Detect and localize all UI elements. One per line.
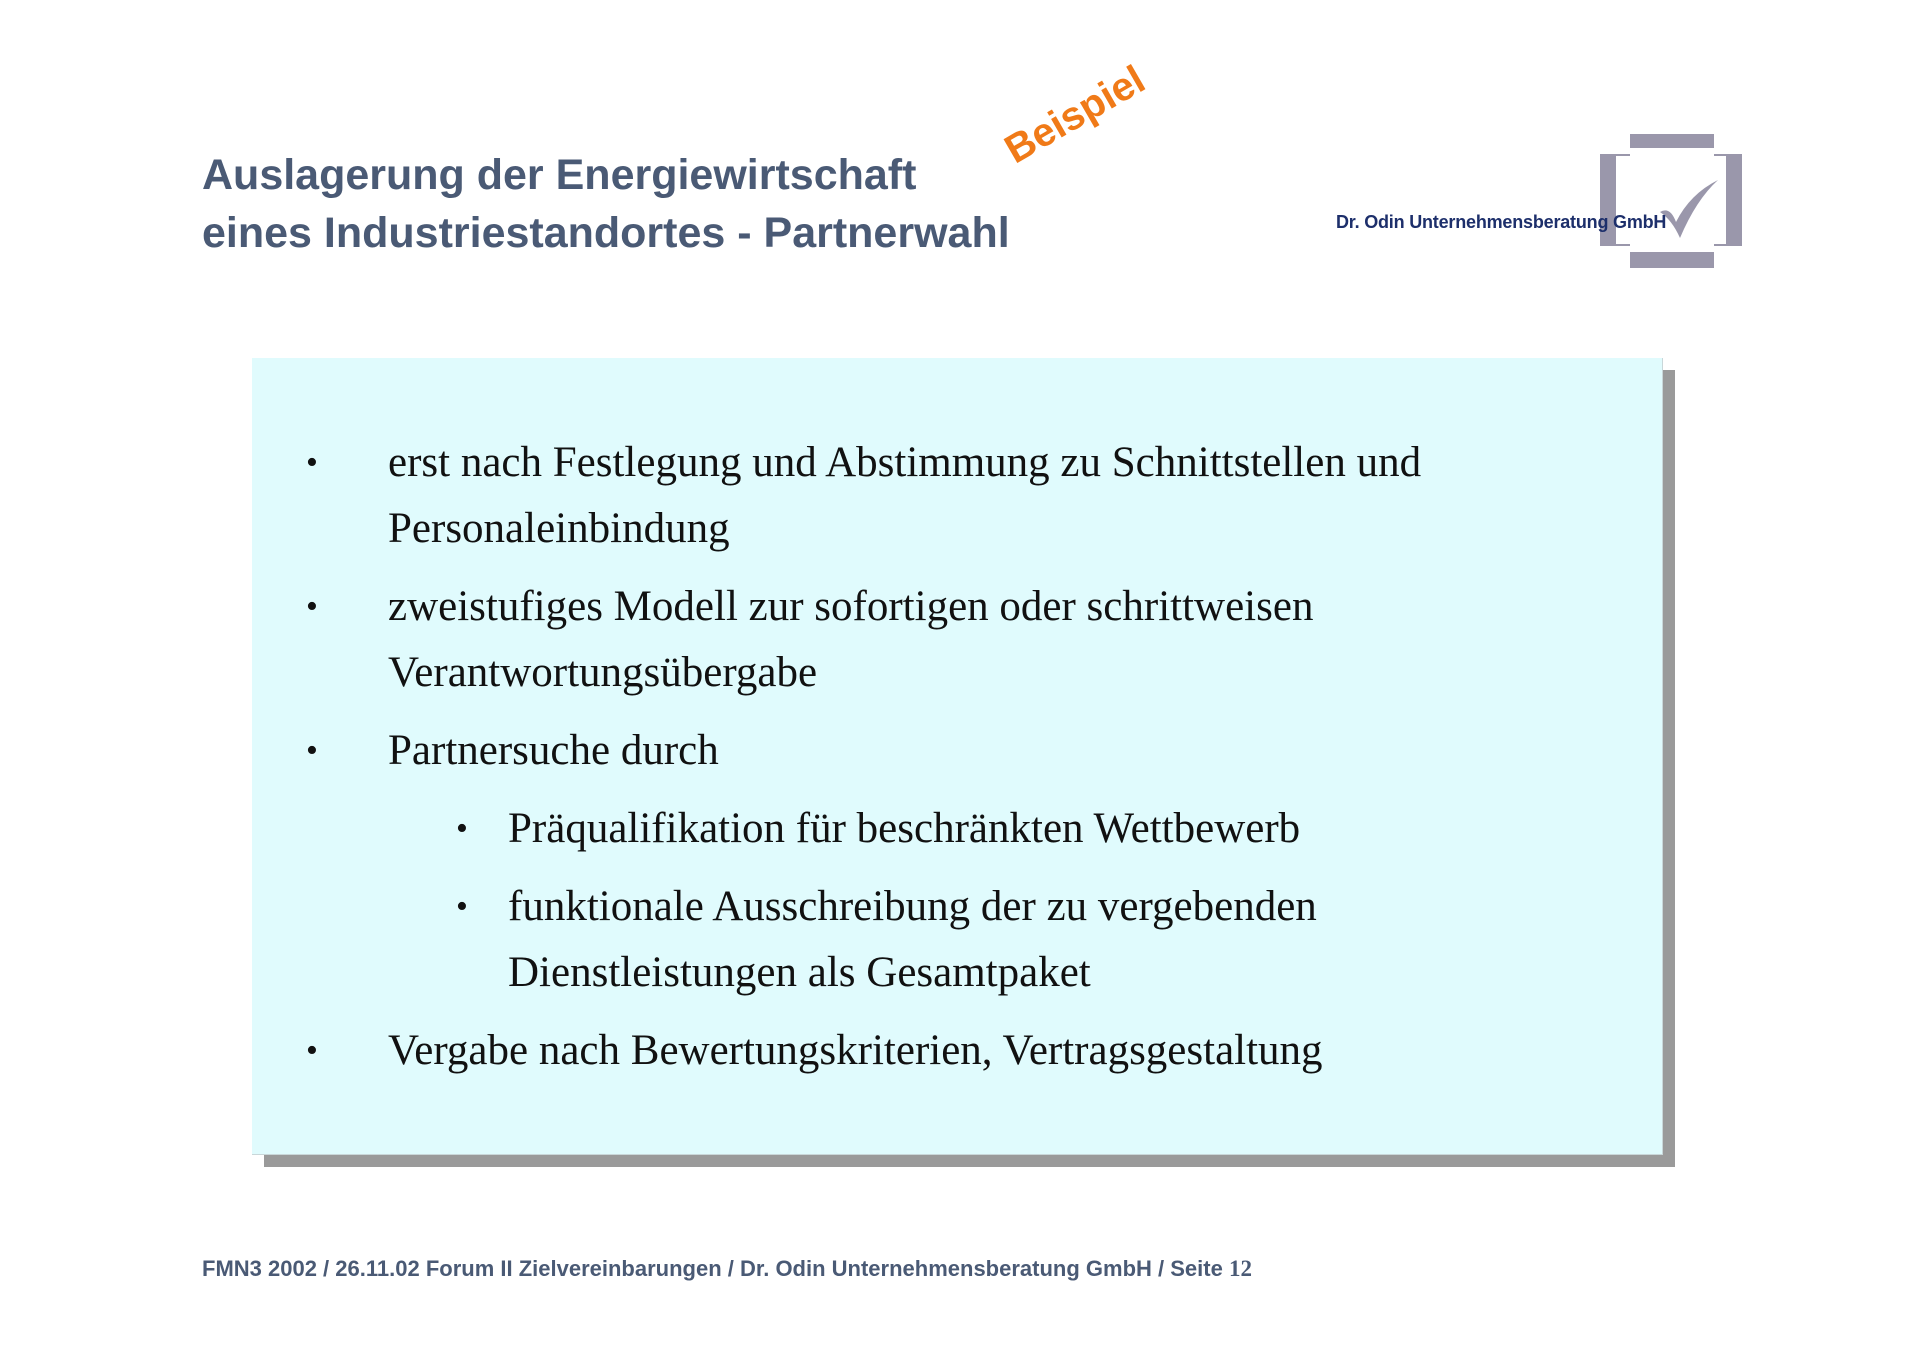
checkmark-logo-icon [1600, 134, 1742, 268]
sub-bullet-text: funktionale Ausschreibung der zu vergebenden Dienstleistungen als Gesamtpaket [508, 883, 1317, 996]
bullet-text: erst nach Festlegung und Abstimmung zu Schnittstellen und Personaleinbindung [388, 439, 1422, 552]
content-box [252, 358, 1663, 1155]
slide-title-line-2: eines Industriestandortes - Partnerwahl [202, 209, 1010, 257]
sub-bullet-item [388, 874, 1542, 1006]
footer-text: FMN3 2002 / 26.11.02 Forum II Zielvereinbarungen / Dr. Odin Unternehmensberatung GmbH / Seite [202, 1256, 1223, 1281]
bullet-item [252, 574, 1662, 706]
example-stamp: Beispiel [997, 57, 1153, 173]
bullet-icon: • [306, 444, 318, 481]
sub-bullet-item [388, 796, 1542, 862]
bullet-icon: • [456, 810, 468, 847]
bullet-icon: • [306, 588, 318, 625]
footer [202, 1256, 1252, 1282]
slide-title [202, 146, 1010, 262]
company-logo [1330, 134, 1750, 268]
bullet-item [252, 430, 1662, 562]
sub-bullet-text: Präqualifikation für beschränkten Wettbewerb [508, 805, 1301, 852]
bullet-item [252, 1018, 1662, 1084]
bullet-item [252, 718, 1662, 1006]
logo-text: Dr. Odin Unternehmensberatung GmbH [1336, 212, 1667, 232]
bullet-icon: • [306, 732, 318, 769]
bullet-text: zweistufiges Modell zur sofortigen oder schrittweisen Verantwortungsübergabe [388, 583, 1314, 696]
bullet-list [252, 430, 1662, 1096]
slide-title-line-1: Auslagerung der Energiewirtschaft [202, 151, 917, 199]
bullet-icon: • [456, 888, 468, 925]
bullet-icon: • [306, 1032, 318, 1069]
bullet-text: Partnersuche durch [388, 727, 719, 774]
sub-bullet-list [388, 796, 1542, 1006]
bullet-text: Vergabe nach Bewertungskriterien, Vertragsgestaltung [388, 1027, 1323, 1074]
page-number: 12 [1228, 1256, 1252, 1281]
